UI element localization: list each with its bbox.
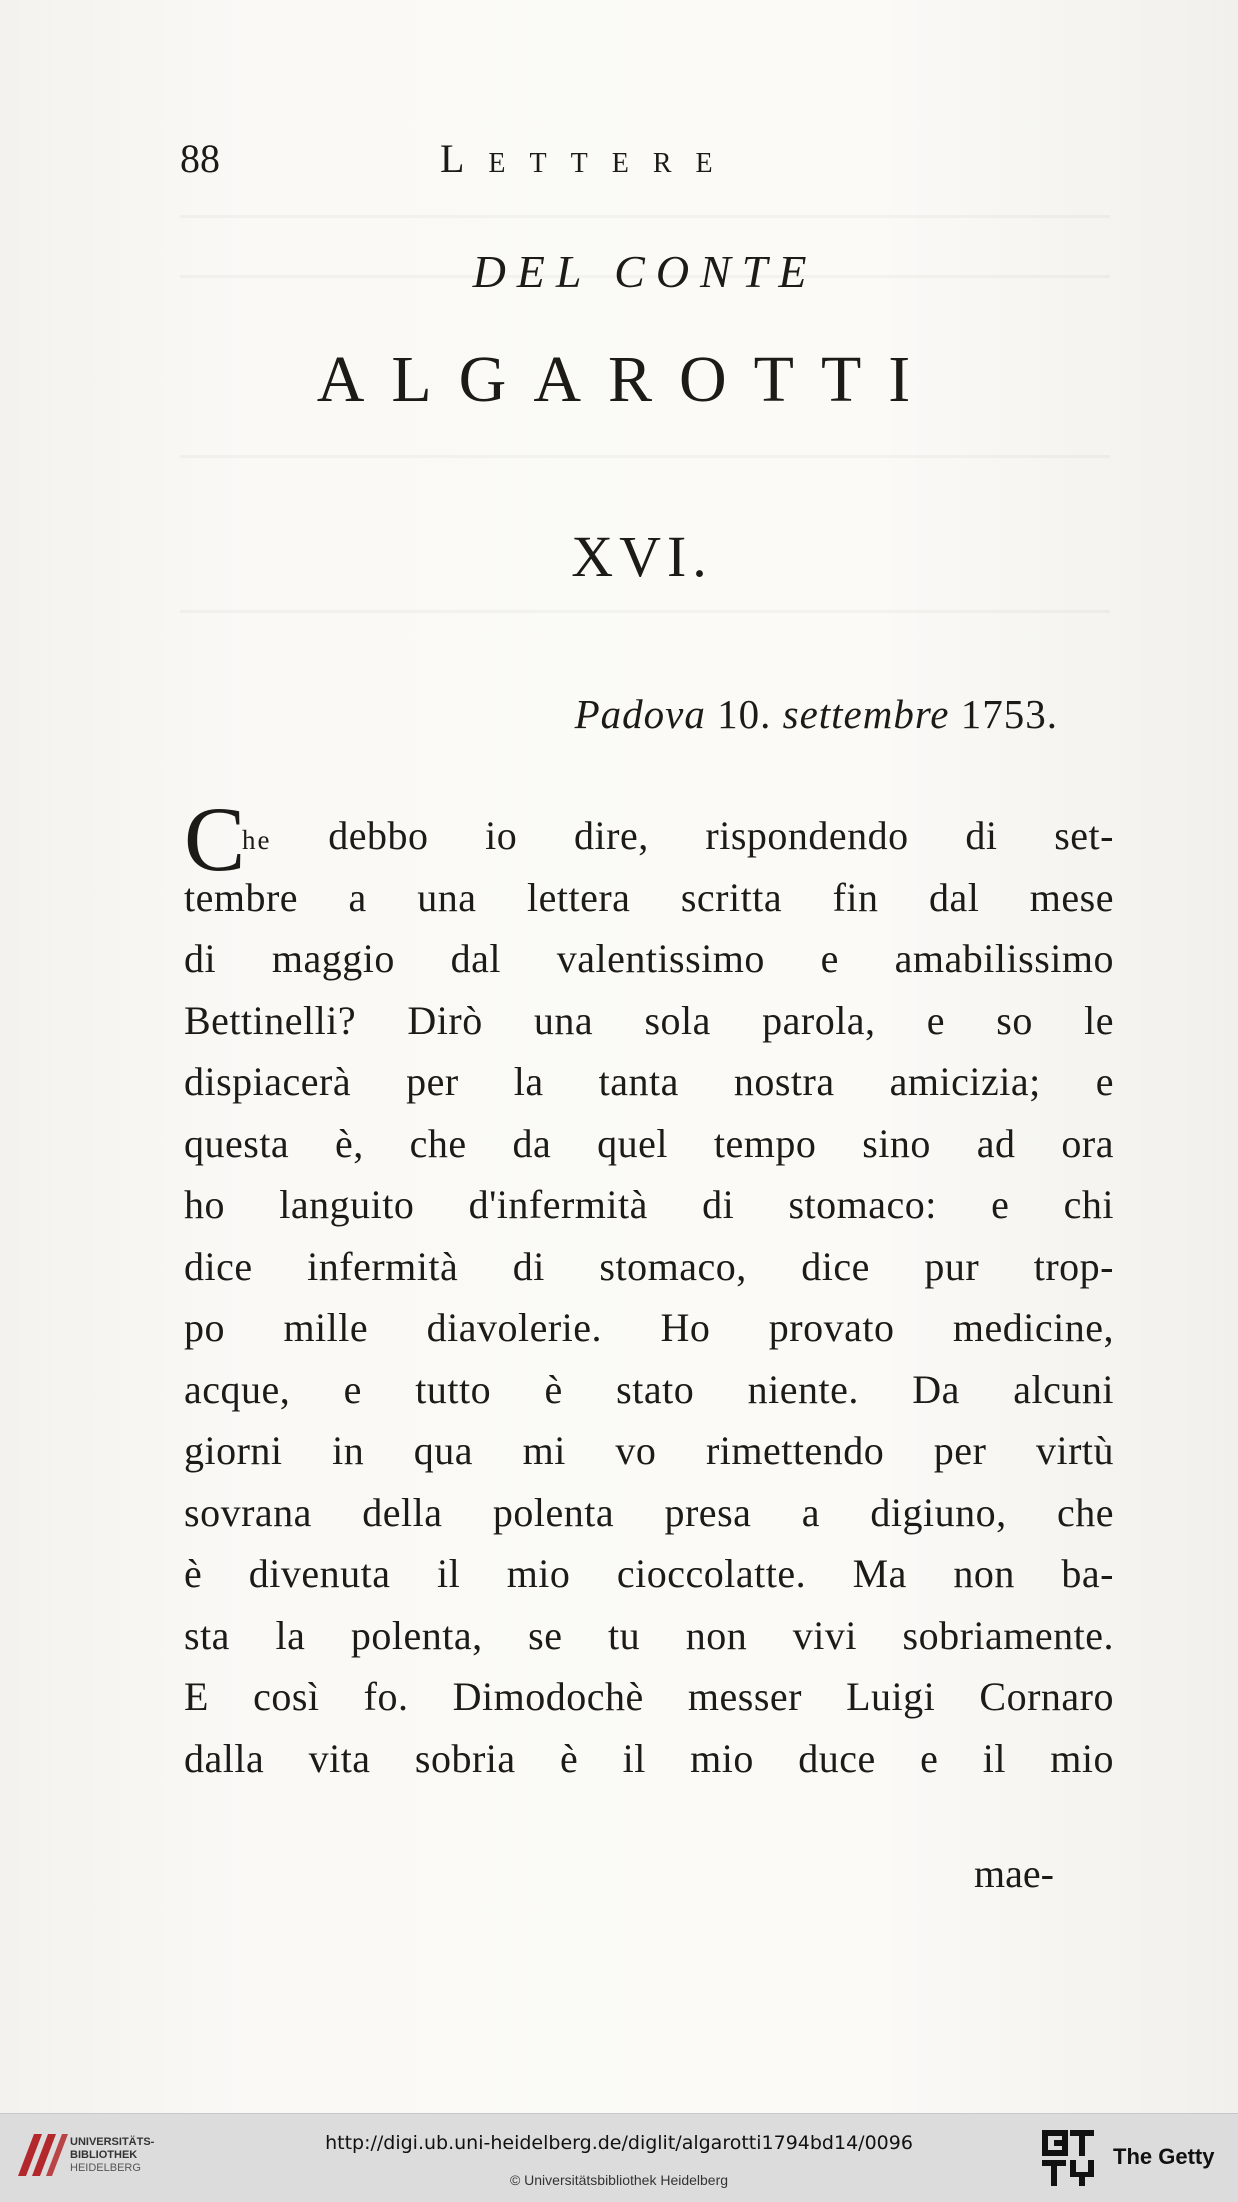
library-name-line: UNIVERSITÄTS- (70, 2136, 155, 2148)
library-name-line: BIBLIOTHEK (70, 2149, 138, 2161)
dateline-year: 1753. (960, 691, 1058, 737)
page-number: 88 (180, 136, 220, 181)
body-line: sta la polenta, se tu non vivi sobriamente. (184, 1612, 1114, 1658)
first-line-caps: he (242, 825, 272, 855)
show-through (180, 215, 1110, 218)
running-head (180, 135, 860, 185)
permalink-url[interactable]: http://digi.ub.uni-heidelberg.de/diglit/algarotti1794bd14/0096 (325, 2132, 913, 2154)
dateline-day: 10. (717, 691, 772, 737)
body-line: sovrana della polenta presa a digiuno, che (184, 1489, 1114, 1535)
first-line-rest: debbo io dire, rispondendo di set- (271, 813, 1114, 858)
body-line: dalla vita sobria è il mio duce e il mio (184, 1735, 1114, 1781)
getty-logo-icon[interactable] (1042, 2130, 1094, 2186)
drop-cap: C (184, 788, 246, 890)
first-line-text (242, 805, 1114, 872)
body-line (184, 788, 1114, 890)
letter-body (184, 788, 1114, 1789)
library-name-line: HEIDELBERG (70, 2162, 141, 2174)
body-line: tembre a una lettera scritta fin dal mese (184, 874, 1114, 920)
dateline (575, 690, 1058, 738)
running-title: Lettere (440, 136, 737, 181)
body-line: Bettinelli? Dirò una sola parola, e so le (184, 997, 1114, 1043)
body-line: dice infermità di stomaco, dice pur trop- (184, 1243, 1114, 1289)
dateline-place: Padova (574, 691, 706, 737)
copyright-notice: © Universitätsbibliothek Heidelberg (509, 2172, 729, 2188)
body-line: ho languito d'infermità di stomaco: e chi (184, 1182, 1114, 1227)
body-line: po mille diavolerie. Ho provato medicine, (184, 1305, 1114, 1350)
body-line: è divenuta il mio cioccolatte. Ma non ba- (184, 1551, 1114, 1596)
dateline-month: settembre (782, 691, 950, 737)
body-line: dispiacerà per la tanta nostra amicizia; e (184, 1059, 1114, 1104)
body-line: questa è, che da quel tempo sino ad ora (184, 1120, 1114, 1166)
getty-name: The Getty (1113, 2144, 1215, 2169)
title-line-del-conte: DEL CONTE (472, 246, 818, 297)
footer-bar (0, 2113, 1238, 2202)
show-through (180, 610, 1110, 613)
letter-number: XVI. (571, 524, 713, 589)
title-author: ALGAROTTI (316, 343, 938, 416)
body-line: giorni in qua mi vo rimettendo per virtù (184, 1428, 1114, 1473)
body-line: acque, e tutto è stato niente. Da alcuni (184, 1366, 1114, 1412)
catchword: mae- (974, 1851, 1054, 1896)
show-through (180, 455, 1110, 458)
body-line: E così fo. Dimodochè messer Luigi Cornaro (184, 1674, 1114, 1719)
body-line: di maggio dal valentissimo e amabilissimo (184, 936, 1114, 981)
